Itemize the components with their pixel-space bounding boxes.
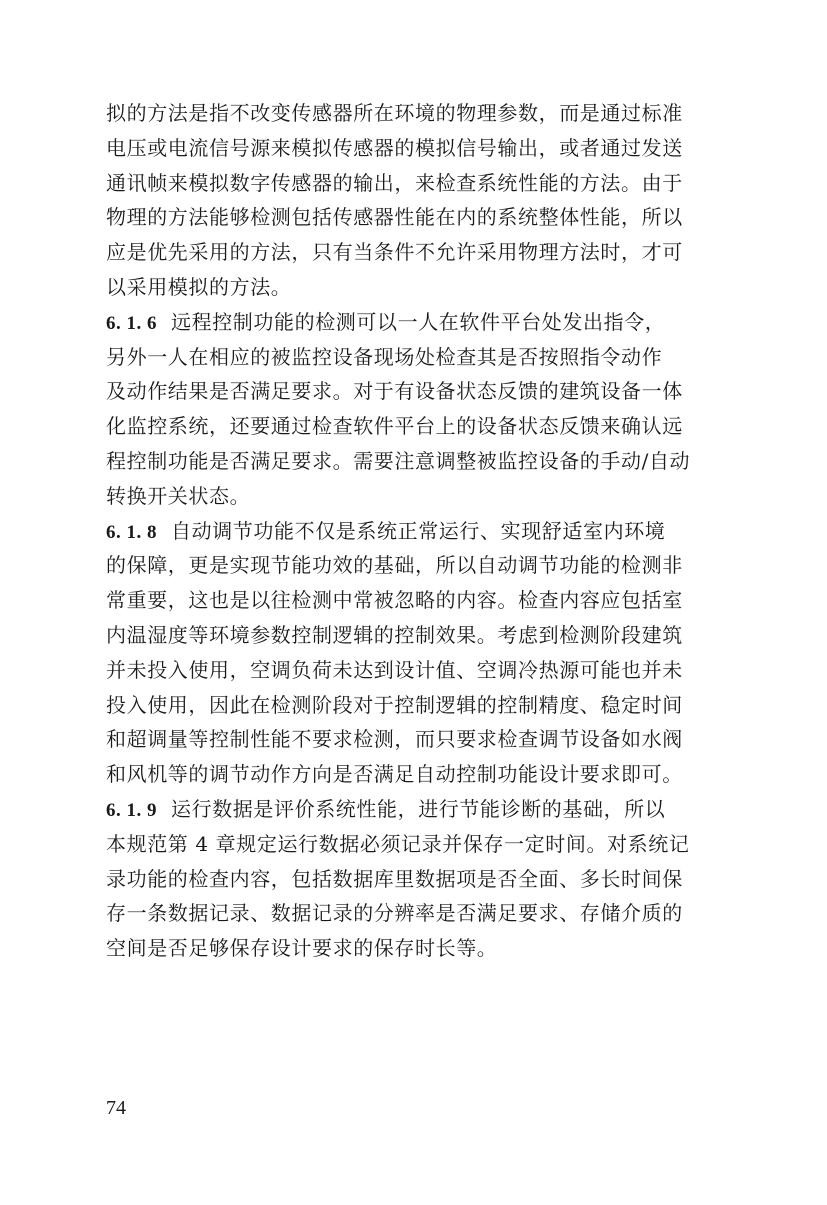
text-line: 拟的方法是指不改变传感器所在环境的物理参数，而是通过标准 — [106, 101, 683, 125]
text-line: 另外一人在相应的被监控设备现场处检查其是否按照指令动作 — [106, 344, 663, 369]
text-line: 的保障，更是实现节能功效的基础，所以自动调节功能的检测非 — [106, 553, 683, 578]
section-6-1-8 — [106, 514, 726, 792]
text-line: 和超调量等控制性能不要求检测，而只要求检查调节设备如水阀 — [106, 727, 683, 752]
text-line: 本规范第 4 章规定运行数据必须记录并保存一定时间。对系统记 — [106, 831, 690, 856]
section-6-1-6 — [106, 305, 726, 514]
section-number: 6. 1. 6 — [106, 312, 157, 334]
text-line: 通讯帧来模拟数字传感器的输出，来检查系统性能的方法。由于 — [106, 170, 683, 195]
text-line: 程控制功能是否满足要求。需要注意调整被监控设备的手动/自动 — [106, 448, 691, 473]
text-line: 内温湿度等环境参数控制逻辑的控制效果。考虑到检测阶段建筑 — [106, 622, 683, 647]
text-line: 常重要，这也是以往检测中常被忽略的内容。检查内容应包括室 — [106, 588, 683, 613]
text-line: 电压或电流信号源来模拟传感器的模拟信号输出，或者通过发送 — [106, 135, 683, 160]
text-line: 存一条数据记录、数据记录的分辨率是否满足要求、存储介质的 — [106, 901, 683, 926]
text-line: 转换开关状态。 — [106, 483, 251, 508]
page-body — [106, 96, 726, 966]
section-number: 6. 1. 9 — [106, 799, 157, 821]
section-number: 6. 1. 8 — [106, 521, 157, 543]
text-line: 化监控系统，还要通过检查软件平台上的设备状态反馈来确认远 — [106, 414, 683, 439]
text-line: 远程控制功能的检测可以一人在软件平台处发出指令， — [171, 309, 666, 334]
text-line: 以采用模拟的方法。 — [106, 274, 292, 299]
text-line: 录功能的检查内容，包括数据库里数据项是否全面、多长时间保 — [106, 866, 683, 891]
text-line: 运行数据是评价系统性能，进行节能诊断的基础，所以 — [171, 796, 666, 821]
section-6-1-9 — [106, 792, 726, 966]
text-line: 投入使用，因此在检测阶段对于控制逻辑的控制精度、稳定时间 — [106, 692, 683, 717]
section-first-line — [106, 514, 726, 549]
section-first-line — [106, 305, 726, 340]
text-line: 并未投入使用，空调负荷未达到设计值、空调冷热源可能也并未 — [106, 657, 683, 682]
text-line: 和风机等的调节动作方向是否满足自动控制功能设计要求即可。 — [106, 762, 683, 787]
page-number: 74 — [106, 1097, 126, 1119]
text-line: 应是优先采用的方法，只有当条件不允许采用物理方法时，才可 — [106, 240, 683, 265]
section-first-line — [106, 792, 726, 827]
text-line: 空间是否足够保存设计要求的保存时长等。 — [106, 936, 498, 961]
text-line: 物理的方法能够检测包括传感器性能在内的系统整体性能，所以 — [106, 205, 683, 230]
text-line: 自动调节功能不仅是系统正常运行、实现舒适室内环境 — [171, 518, 666, 543]
paragraph-intro — [106, 96, 726, 305]
text-line: 及动作结果是否满足要求。对于有设备状态反馈的建筑设备一体 — [106, 379, 683, 404]
